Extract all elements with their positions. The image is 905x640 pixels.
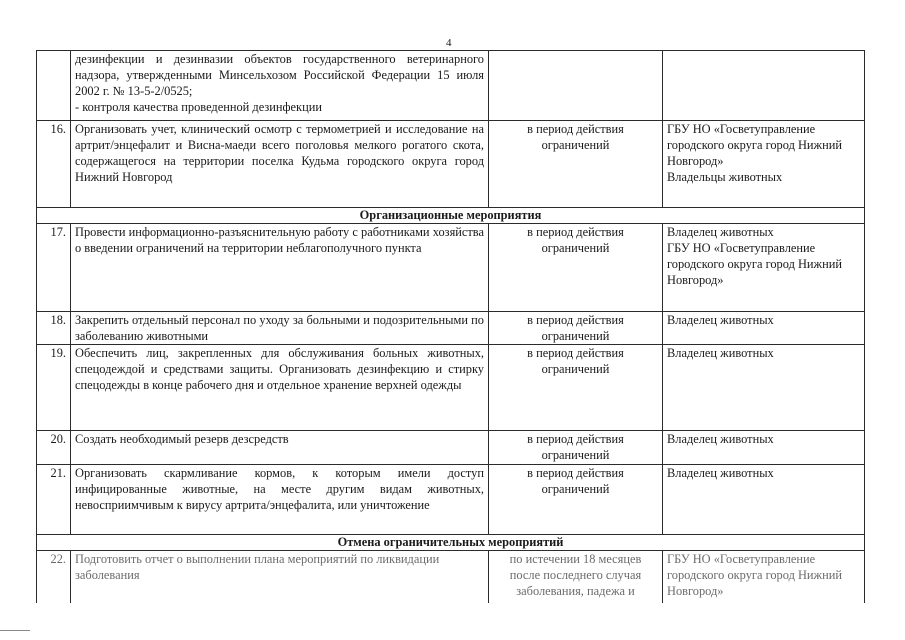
row-deadline: в период действия ограничений [489, 345, 663, 431]
row-action: Создать необходимый резерв дезсредств [71, 431, 489, 465]
row-deadline: в период действия ограничений [489, 431, 663, 465]
table-row [37, 551, 865, 603]
table-row [37, 224, 865, 312]
row-number: 21. [37, 465, 71, 535]
table-row [37, 431, 865, 465]
row-action: Закрепить отдельный персонал по уходу за больными и подозрительными по заболеванию животными [71, 312, 489, 345]
row-responsible [663, 51, 865, 121]
row-deadline: по истечении 18 месяцев после последнего случая заболевания, падежа и [489, 551, 663, 603]
row-responsible: Владелец животных [663, 431, 865, 465]
table-row [37, 312, 865, 345]
page-number: 4 [446, 37, 452, 49]
section-title-cancel: Отмена ограничительных мероприятий [37, 535, 865, 551]
row-number: 19. [37, 345, 71, 431]
row-action: дезинфекции и дезинвазии объектов государственного ветеринарного надзора, утвержденными Минсельхозом Российской Федерации 15 июля 2002 г. № 13-5-2/0525; - контроля качества проведенной дезинфекции [71, 51, 489, 121]
section-title-organizational: Организационные мероприятия [37, 208, 865, 224]
row-deadline: в период действия ограничений [489, 465, 663, 535]
row-deadline: в период действия ограничений [489, 224, 663, 312]
margin-mark [0, 630, 30, 631]
row-number: 22. [37, 551, 71, 603]
row-number: 16. [37, 121, 71, 208]
row-responsible: ГБУ НО «Госветуправление городского округа город Нижний Новгород» Владельцы животных [663, 121, 865, 208]
row-number [37, 51, 71, 121]
section-heading-row [37, 208, 865, 224]
row-action: Подготовить отчет о выполнении плана мероприятий по ликвидации заболевания [71, 551, 489, 603]
row-number: 17. [37, 224, 71, 312]
section-heading-row [37, 535, 865, 551]
row-action: Провести информационно-разъяснительную работу с работниками хозяйства о введении ограничений на территории неблагополучного пункта [71, 224, 489, 312]
row-action: Организовать скармливание кормов, к которым имели доступ инфицированные животные, на месте другим видам животных, невосприимчивым к вирусу артрита/энцефалита, или уничтожение [71, 465, 489, 535]
table-row [37, 121, 865, 208]
table-row [37, 51, 865, 121]
row-deadline: в период действия ограничений [489, 121, 663, 208]
measures-table [36, 50, 865, 603]
row-responsible: ГБУ НО «Госветуправление городского округа город Нижний Новгород» [663, 551, 865, 603]
row-deadline [489, 51, 663, 121]
row-responsible: Владелец животных ГБУ НО «Госветуправление городского округа город Нижний Новгород» [663, 224, 865, 312]
row-action: Организовать учет, клинический осмотр с термометрией и исследование на артрит/энцефалит и Висна-маеди всего поголовья мелкого рогатого скота, содержащегося на территории поселка Кудьма городского округа город Нижний Новгород [71, 121, 489, 208]
row-responsible: Владелец животных [663, 345, 865, 431]
row-action: Обеспечить лиц, закрепленных для обслуживания больных животных, спецодеждой и средствами защиты. Организовать дезинфекцию и стирку спецодежды в конце рабочего дня и отдельное хранение верхней одежды [71, 345, 489, 431]
row-number: 20. [37, 431, 71, 465]
row-responsible: Владелец животных [663, 465, 865, 535]
row-responsible: Владелец животных [663, 312, 865, 345]
table-row [37, 465, 865, 535]
row-deadline: в период действия ограничений [489, 312, 663, 345]
table-row [37, 345, 865, 431]
row-number: 18. [37, 312, 71, 345]
